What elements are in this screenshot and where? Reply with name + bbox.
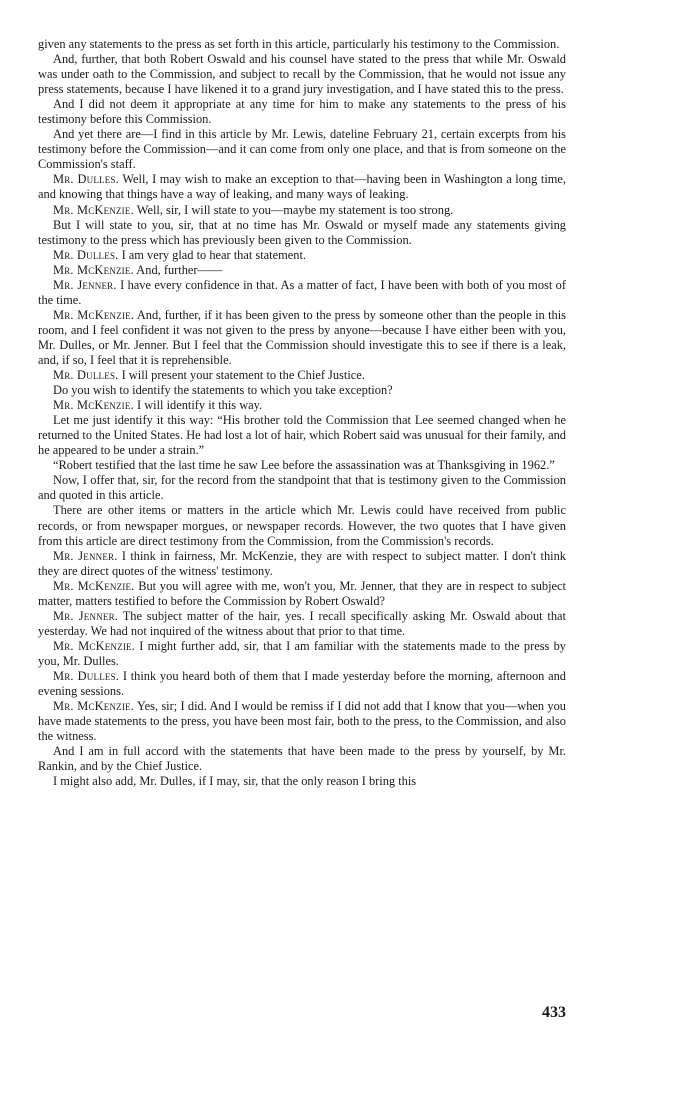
- paragraph: [38, 368, 566, 383]
- paragraph: [38, 172, 566, 202]
- speaker-name: Mr. Dulles.: [53, 368, 119, 383]
- speaker-name: Mr. McKenzie.: [53, 638, 136, 653]
- paragraph: [38, 413, 566, 458]
- speaker-name: Mr. Dulles.: [53, 247, 119, 262]
- paragraph: [38, 458, 566, 473]
- paragraph-text: I am very glad to hear that statement.: [121, 247, 306, 262]
- paragraph: [38, 218, 566, 248]
- speaker-name: Mr. McKenzie.: [53, 699, 135, 714]
- paragraph: [38, 639, 566, 669]
- paragraph-text: And, further, if it has been given to the press by someone other than the people in this room, and I feel confident it was not given to the press by anyone—because I have either been with you, Mr. Dulles, or Mr. Jenner. But I feel that the Commission should investigate this to see if there is a leak, and, if so, I feel that it is reprehensible.: [38, 307, 566, 367]
- paragraph-text: And I did not deem it appropriate at any time for him to make any statements to the press of his testimony before this Commission.: [38, 97, 566, 127]
- paragraph: [38, 127, 566, 172]
- paragraph-text: I will present your statement to the Chief Justice.: [121, 368, 365, 383]
- paragraph-text: given any statements to the press as set forth in this article, particularly his testimony to the Commission.: [38, 37, 560, 51]
- speaker-name: Mr. Jenner.: [53, 277, 117, 292]
- paragraph: [38, 248, 566, 263]
- paragraph-text: Now, I offer that, sir, for the record from the standpoint that that is testimony given to the Commission and quoted in this article.: [38, 473, 566, 503]
- paragraph-text: I think in fairness, Mr. McKenzie, they are with respect to subject matter. I don't think they are direct quotes of the witness' testimony.: [38, 548, 566, 578]
- speaker-name: Mr. McKenzie.: [53, 578, 135, 593]
- paragraph-text: But you will agree with me, won't you, Mr. Jenner, that they are in respect to subject matter, matters testified to before the Commission by Robert Oswald?: [38, 578, 566, 608]
- paragraph: [38, 699, 566, 744]
- page-body: [38, 37, 566, 789]
- paragraph-text: And, further——: [136, 262, 223, 277]
- paragraph: [38, 609, 566, 639]
- paragraph-text: Do you wish to identify the statements to which you take exception?: [53, 383, 393, 398]
- paragraph: [38, 669, 566, 699]
- paragraph: [38, 774, 566, 789]
- paragraph: [38, 383, 566, 398]
- paragraph-text: Well, I may wish to make an exception to that—having been in Washington a long time, and knowing that things have a way of leaking, and many ways of leaking.: [38, 172, 567, 202]
- paragraph: [38, 549, 566, 579]
- paragraph: [38, 263, 566, 278]
- paragraph-text: Let me just identify it this way: “His brother told the Commission that Lee seemed changed when he returned to the United States. He had lost a lot of hair, which Robert said was unusual for their family, and he appeared to be under a strain.”: [38, 413, 566, 458]
- paragraph: [38, 97, 566, 127]
- paragraph-text: I have every confidence in that. As a matter of fact, I have been with both of you most of the time.: [38, 277, 567, 307]
- paragraph-text: The subject matter of the hair, yes. I recall specifically asking Mr. Oswald about that yesterday. We had not inquired of the witness about that prior to that time.: [38, 608, 566, 638]
- paragraph: [38, 203, 566, 218]
- paragraph-text: I think you heard both of them that I made yesterday before the morning, afternoon and evening sessions.: [38, 668, 566, 699]
- paragraph-text: I might further add, sir, that I am familiar with the statements made to the press by you, Mr. Dulles.: [38, 638, 566, 668]
- paragraph-text: And, further, that both Robert Oswald and his counsel have stated to the press that while Mr. Oswald was under oath to the Commission, and subject to recall by the Commission, that he would not issue any press statements, because I have likened it to a grand jury investigation, and I have stated this to the press.: [38, 52, 566, 97]
- paragraph: [38, 308, 566, 368]
- speaker-name: Mr. Dulles.: [53, 668, 120, 683]
- speaker-name: Mr. McKenzie.: [53, 202, 134, 217]
- paragraph-text: And yet there are—I find in this article by Mr. Lewis, dateline February 21, certain excerpts from his testimony before the Commission—and it can come from only one place, and that is from someone on the Commission's staff.: [38, 127, 566, 172]
- paragraph: [38, 744, 566, 774]
- speaker-name: Mr. McKenzie.: [53, 262, 134, 277]
- speaker-name: Mr. McKenzie.: [53, 307, 135, 322]
- paragraph: [38, 579, 566, 609]
- page-number: 433: [542, 1004, 566, 1021]
- paragraph-text: There are other items or matters in the article which Mr. Lewis could have received from public records, or from newspaper morgues, or newspaper records. However, the two quotes that I have given from this article are direct testimony from the Commission, from the Commission's records.: [38, 503, 566, 548]
- paragraph: [38, 37, 566, 52]
- paragraph: [38, 473, 566, 503]
- paragraph-text: And I am in full accord with the statements that have been made to the press by yourself, by Mr. Rankin, and by the Chief Justice.: [38, 744, 566, 774]
- paragraph: [38, 503, 566, 548]
- speaker-name: Mr. Jenner.: [53, 548, 118, 563]
- paragraph-text: “Robert testified that the last time he saw Lee before the assassination was at Thanksgiving in 1962.”: [53, 458, 555, 473]
- paragraph-text: I will identify it this way.: [136, 398, 263, 413]
- paragraph: [38, 398, 566, 413]
- speaker-name: Mr. McKenzie.: [53, 398, 134, 413]
- paragraph: [38, 278, 566, 308]
- paragraph-text: I might also add, Mr. Dulles, if I may, sir, that the only reason I bring this: [53, 774, 417, 789]
- paragraph-text: Well, sir, I will state to you—maybe my statement is too strong.: [136, 202, 454, 217]
- paragraph-text: But I will state to you, sir, that at no time has Mr. Oswald or myself made any statements giving testimony to the press which has previously been given to the Commission.: [38, 217, 566, 247]
- paragraph: [38, 52, 566, 97]
- speaker-name: Mr. Jenner.: [53, 608, 119, 623]
- paragraph-text: Yes, sir; I did. And I would be remiss if I did not add that I know that you—when you have made statements to the press, you have been most fair, both to the press, to the Commission, and also the witness.: [38, 699, 566, 744]
- speaker-name: Mr. Dulles.: [53, 172, 119, 187]
